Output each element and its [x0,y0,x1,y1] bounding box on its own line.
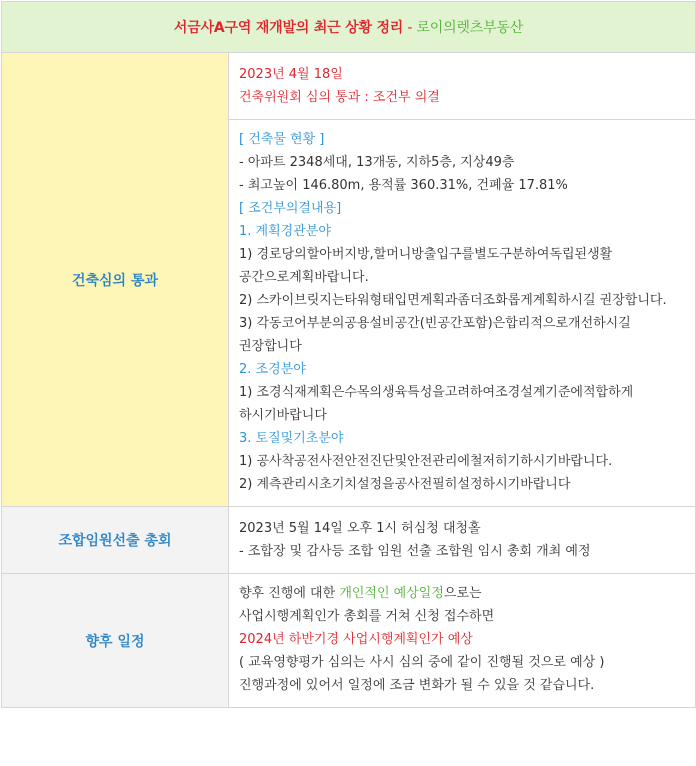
review-detail-cell [229,120,696,507]
plan-item-3: 3) 각동코어부분의공용설비공간(빈공간포함)은합리적으로개선하시길 권장합니다 [239,316,631,354]
schedule-line-5: 진행과정에 있어서 일정에 조금 변화가 될 수 있을 것 같습니다. [239,678,595,693]
title-row [2,2,696,53]
summary-table [1,1,696,708]
review-date: 2023년 4월 18일 [239,67,343,82]
meeting-label: 조합임원선출 총회 [2,507,229,574]
landscape-heading: 2. 조경분야 [239,362,306,377]
schedule-line-2: 사업시행계획인가 총회를 거쳐 신청 접수하면 [239,609,495,624]
meeting-row [2,507,696,574]
building-heading: [ 건축물 현황 ] [239,132,325,147]
review-row [2,53,696,120]
schedule-line-4: ( 교육영향평가 심의는 사시 심의 중에 같이 진행될 것으로 예상 ) [239,655,605,670]
schedule-line-1 [239,582,689,605]
review-summary-cell [229,53,696,120]
plan-item-2: 2) 스카이브릿지는타워형태입면계획과좀더조화롭게계획하시길 권장합니다. [239,293,667,308]
page-title [2,2,696,53]
meeting-cell [229,507,696,574]
schedule-line-1-post: 으로는 [443,586,482,601]
title-separator: - [403,20,417,36]
title-source: 로이의렛츠부동산 [416,20,524,36]
meeting-line-1: 2023년 5월 14일 오후 1시 허심청 대청홀 [239,521,481,536]
review-result: 건축위원회 심의 통과 : 조건부 의결 [239,90,440,105]
schedule-line-3: 2024년 하반기경 사업시행계획인가 예상 [239,632,473,647]
building-line-1: - 아파트 2348세대, 13개동, 지하5층, 지상49층 [239,155,515,170]
review-label: 건축심의 통과 [2,53,229,507]
landscape-item-1: 1) 조경식재계획은수목의생육특성을고려하여조경설계기준에적합하게 하시기바랍니다 [239,385,634,423]
plan-heading: 1. 계획경관분야 [239,224,331,239]
soil-item-2: 2) 계측관리시초기치설정을공사전필히설정하시기바랍니다 [239,477,571,492]
soil-item-1: 1) 공사착공전사전안전진단및안전관리에철저히기하시기바랍니다. [239,454,613,469]
meeting-line-2: - 조합장 및 감사등 조합 임원 선출 조합원 임시 총회 개최 예정 [239,544,591,559]
schedule-cell [229,574,696,708]
schedule-highlight: 개인적인 예상일정 [339,586,444,601]
conditions-heading: [ 조건부의결내용] [239,201,342,216]
building-line-2: - 최고높이 146.80m, 용적률 360.31%, 건폐율 17.81% [239,178,568,193]
plan-item-1: 1) 경로당의할아버지방,할머니방출입구를별도구분하여독립된생활 공간으로계획바랍니다. [239,247,613,285]
schedule-label: 향후 일정 [2,574,229,708]
soil-heading: 3. 토질및기초분야 [239,431,344,446]
schedule-line-1-pre: 향후 진행에 대한 [239,586,340,601]
schedule-row [2,574,696,708]
title-main: 서금사A구역 재개발의 최근 상황 정리 [173,20,404,36]
